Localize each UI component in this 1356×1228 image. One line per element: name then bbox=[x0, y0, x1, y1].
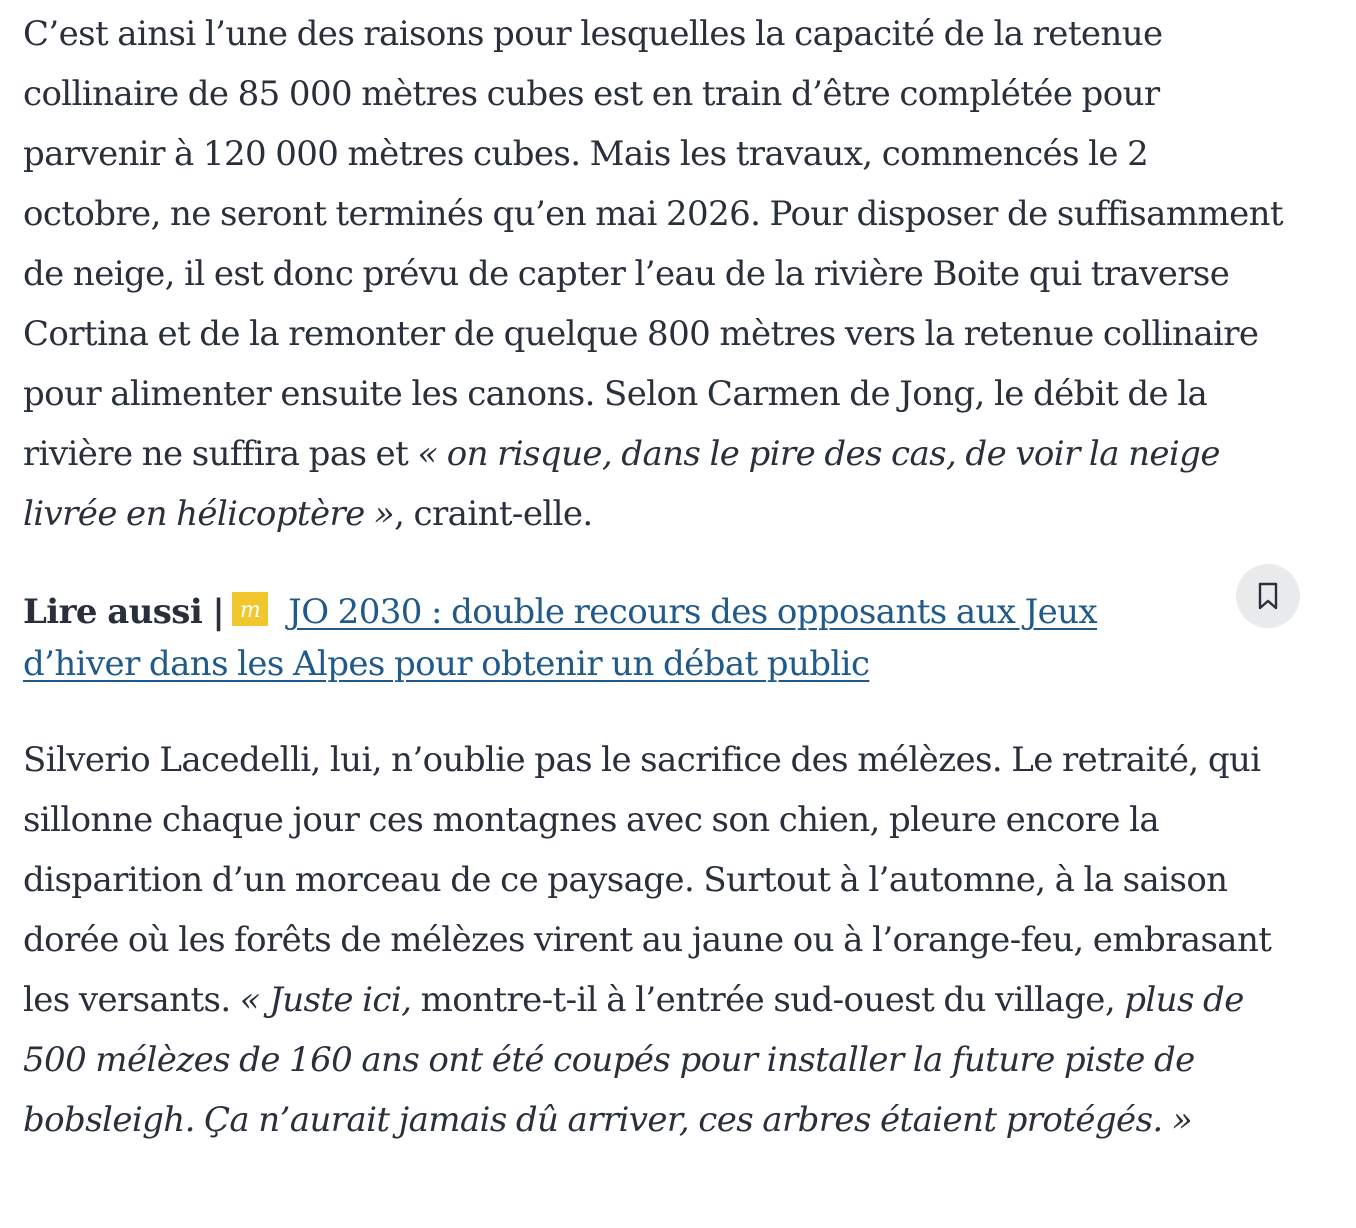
paragraph-text: , craint-elle. bbox=[394, 494, 593, 534]
bookmark-icon bbox=[1256, 581, 1280, 611]
le-monde-m-icon bbox=[232, 592, 268, 626]
bookmark-button[interactable] bbox=[1236, 564, 1300, 628]
svg-text:m: m bbox=[240, 598, 261, 620]
read-also-block bbox=[23, 586, 1293, 690]
paragraph-quote: « on risque, dans le pire des cas, de voir la neige livrée en hélicoptère » bbox=[23, 434, 1220, 534]
read-also-label: Lire aussi | bbox=[23, 592, 225, 632]
article-paragraph bbox=[23, 4, 1293, 544]
paragraph-quote: « Juste ici, bbox=[239, 980, 412, 1020]
paragraph-text: montre-t-il à l’entrée sud-ouest du village, bbox=[411, 980, 1125, 1020]
related-article-link[interactable]: JO 2030 : double recours des opposants aux Jeux d’hiver dans les Alpes pour obtenir un débat public bbox=[23, 592, 1097, 684]
paragraph-quote: plus de 500 mélèzes de 160 ans ont été coupés pour installer la future piste de bobsleigh. Ça n’aurait jamais dû arriver, ces arbres étaient protégés. » bbox=[23, 980, 1244, 1140]
article-paragraph bbox=[23, 730, 1293, 1150]
paragraph-text: C’est ainsi l’une des raisons pour lesquelles la capacité de la retenue collinaire de 85 000 mètres cubes est en train d’être complétée pour parvenir à 120 000 mètres cubes. Mais les travaux, commencés le 2 octobre, ne seront terminés qu’en mai 2026. Pour disposer de suffisamment de neige, il est donc prévu de capter l’eau de la rivière Boite qui traverse Cortina et de la remonter de quelque 800 mètres vers la retenue collinaire pour alimenter ensuite les canons. Selon Carmen de Jong, le débit de la rivière ne suffira pas et bbox=[23, 14, 1283, 474]
article-body bbox=[23, 4, 1293, 1150]
paragraph-text: Silverio Lacedelli, lui, n’oublie pas le sacrifice des mélèzes. Le retraité, qui sillonne chaque jour ces montagnes avec son chien, pleure encore la disparition d’un morceau de ce paysage. Surtout à l’automne, à la saison dorée où les forêts de mélèzes virent au jaune ou à l’orange-feu, embrasant les versants. bbox=[23, 740, 1272, 1020]
